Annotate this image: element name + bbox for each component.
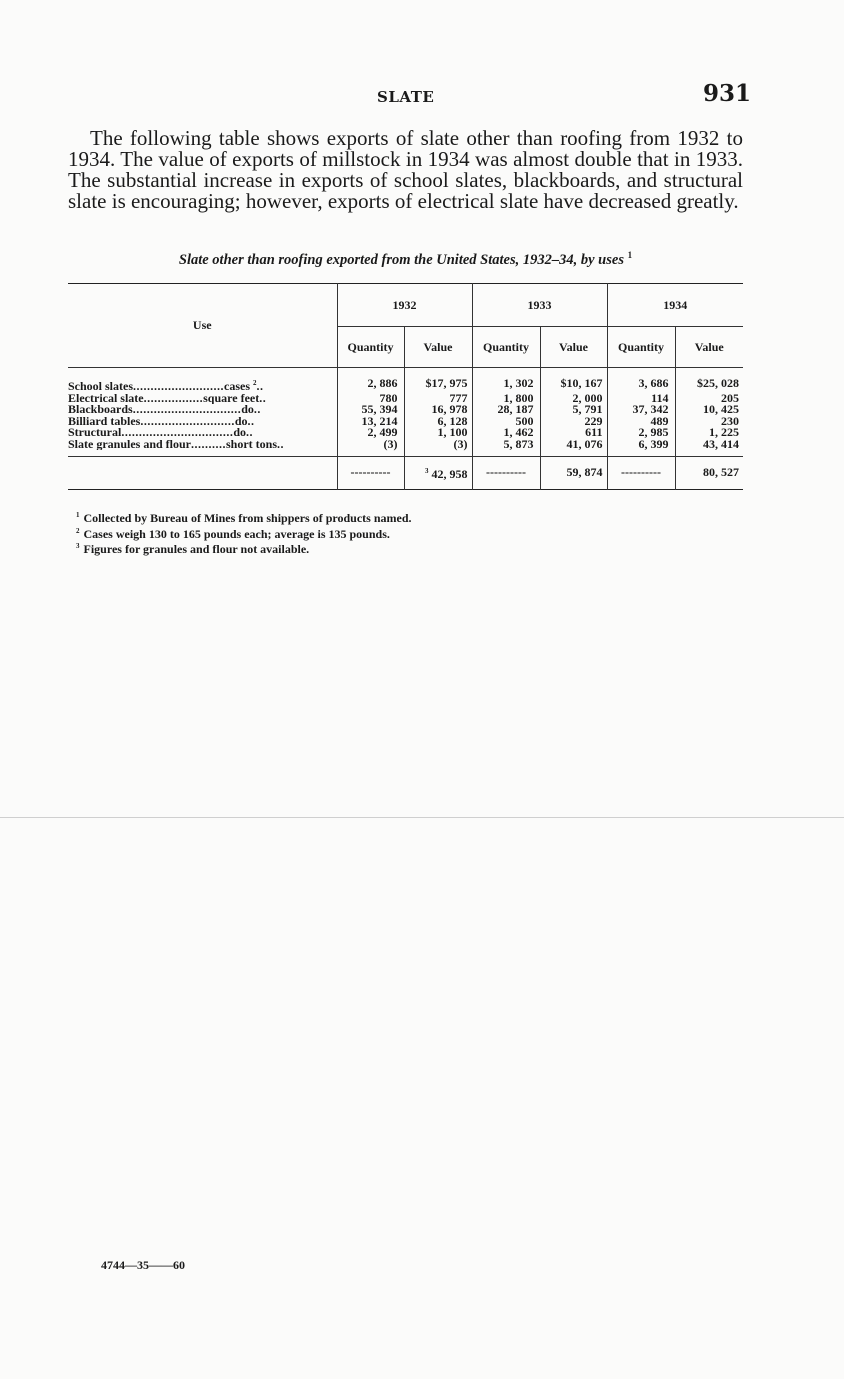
total-quantity-1933: ---------- (472, 457, 540, 490)
value-cell: $10, 167 (540, 378, 607, 393)
value-cell: 777 (404, 393, 472, 405)
quantity-cell: 13, 214 (337, 416, 404, 428)
value-header: Value (675, 327, 743, 368)
row-footnote-mark: 2 (253, 379, 257, 387)
intro-paragraph: The following table shows exports of slate other than roofing from 1932 to 1934. The value of exports of millstock in 1934 was almost double that in 1933. The substantial increase in exports of school slates, blackboards, and structural slate is encouraging; however, exports of electrical slate have decreased greatly. (68, 126, 743, 213)
quantity-cell: 3, 686 (607, 378, 675, 393)
quantity-cell: 5, 873 (472, 439, 540, 451)
quantity-cell: 28, 187 (472, 404, 540, 416)
quantity-cell: 1, 800 (472, 393, 540, 405)
total-footnote-mark: 3 (425, 466, 429, 475)
total-value-1932 (404, 457, 472, 490)
total-value-1934: 80, 527 (675, 457, 743, 490)
quantity-cell: 1, 302 (472, 378, 540, 393)
unit-label: do (241, 404, 254, 416)
value-cell: 229 (540, 416, 607, 428)
quantity-header: Quantity (337, 327, 404, 368)
unit-label: short tons (226, 438, 278, 450)
page-number: 931 (703, 80, 752, 107)
footnote-3 (76, 540, 412, 556)
value-cell: (3) (404, 439, 472, 451)
table-row (68, 404, 743, 416)
quantity-cell: 1, 462 (472, 427, 540, 439)
quantity-cell: 500 (472, 416, 540, 428)
running-head-title: SLATE (377, 88, 435, 106)
footnote-2 (76, 525, 412, 541)
value-cell: 1, 100 (404, 427, 472, 439)
caption-footnote-mark: 1 (627, 250, 633, 260)
use-label: Structural (68, 427, 122, 439)
value-cell: 6, 128 (404, 416, 472, 428)
footnote-mark: 2 (76, 526, 80, 535)
quantity-cell: 2, 886 (337, 378, 404, 393)
quantity-cell: 37, 342 (607, 404, 675, 416)
total-value-1932-text: 42, 958 (431, 466, 468, 481)
quantity-cell: (3) (337, 439, 404, 451)
quantity-header: Quantity (472, 327, 540, 368)
value-cell: 205 (675, 393, 743, 405)
value-cell: 16, 978 (404, 404, 472, 416)
table-row (68, 378, 743, 393)
use-label: Blackboards (68, 404, 133, 416)
printer-mark: 4744—35——60 (101, 1258, 185, 1272)
year-header-1934: 1934 (607, 284, 743, 327)
footnote-text: Figures for granules and flour not available. (83, 542, 310, 556)
totals-row (68, 457, 743, 490)
use-label: Billiard tables (68, 415, 141, 427)
use-cell: Billiard tables...........................do.. (68, 415, 255, 427)
quantity-header: Quantity (607, 327, 675, 368)
use-label: Slate granules and flour (68, 438, 192, 450)
use-cell: Slate granules and flour..........short tons.. (68, 438, 285, 450)
quantity-cell: 6, 399 (607, 439, 675, 451)
value-cell: $25, 028 (675, 378, 743, 393)
page-fold-line (0, 817, 844, 818)
value-cell: $17, 975 (404, 378, 472, 393)
quantity-cell: 55, 394 (337, 404, 404, 416)
use-cell: Structural................................do.. (68, 427, 254, 439)
footnote-mark: 1 (76, 511, 80, 519)
table-caption (68, 250, 743, 269)
caption-text: Slate other than roofing exported from the United States, 1932–34, by uses (178, 251, 624, 268)
use-label: Electrical slate (68, 392, 144, 404)
footnote-mark: 3 (76, 542, 80, 550)
use-cell: School slates..........................cases $^2$.. (68, 379, 264, 393)
total-quantity-1932: ---------- (337, 457, 404, 490)
year-header-1933: 1933 (472, 284, 607, 327)
value-cell: 611 (540, 427, 607, 439)
unit-label: do (234, 415, 248, 427)
total-quantity-1934: ---------- (607, 457, 675, 490)
use-header: Use (68, 284, 337, 368)
use-label: School slates (68, 379, 134, 393)
year-header-1932: 1932 (337, 284, 472, 327)
value-cell: 5, 791 (540, 404, 607, 416)
quantity-cell: 489 (607, 416, 675, 428)
value-header: Value (540, 327, 607, 368)
unit-label: cases (224, 379, 251, 393)
value-cell: 43, 414 (675, 439, 743, 451)
footnote-text: Cases weigh 130 to 165 pounds each; average is 135 pounds. (83, 526, 390, 541)
value-cell: 41, 076 (540, 439, 607, 451)
use-cell: Electrical slate.................square feet.. (68, 392, 267, 404)
use-cell: Blackboards...............................do.. (68, 404, 261, 416)
value-header: Value (404, 327, 472, 368)
value-cell: 10, 425 (675, 404, 743, 416)
total-value-1933: 59, 874 (540, 457, 607, 490)
quantity-cell: 780 (337, 393, 404, 405)
quantity-cell: 2, 985 (607, 427, 675, 439)
quantity-cell: 114 (607, 393, 675, 405)
unit-label: do (233, 427, 247, 439)
table-row (68, 439, 743, 451)
value-cell: 1, 225 (675, 427, 743, 439)
footnotes (76, 509, 412, 556)
footnote-1 (76, 509, 412, 525)
exports-table (68, 283, 743, 490)
quantity-cell: 2, 499 (337, 427, 404, 439)
value-cell: 230 (675, 416, 743, 428)
unit-label: square feet (203, 392, 260, 404)
footnote-text: Collected by Bureau of Mines from shippers of products named. (83, 511, 412, 525)
value-cell: 2, 000 (540, 393, 607, 405)
